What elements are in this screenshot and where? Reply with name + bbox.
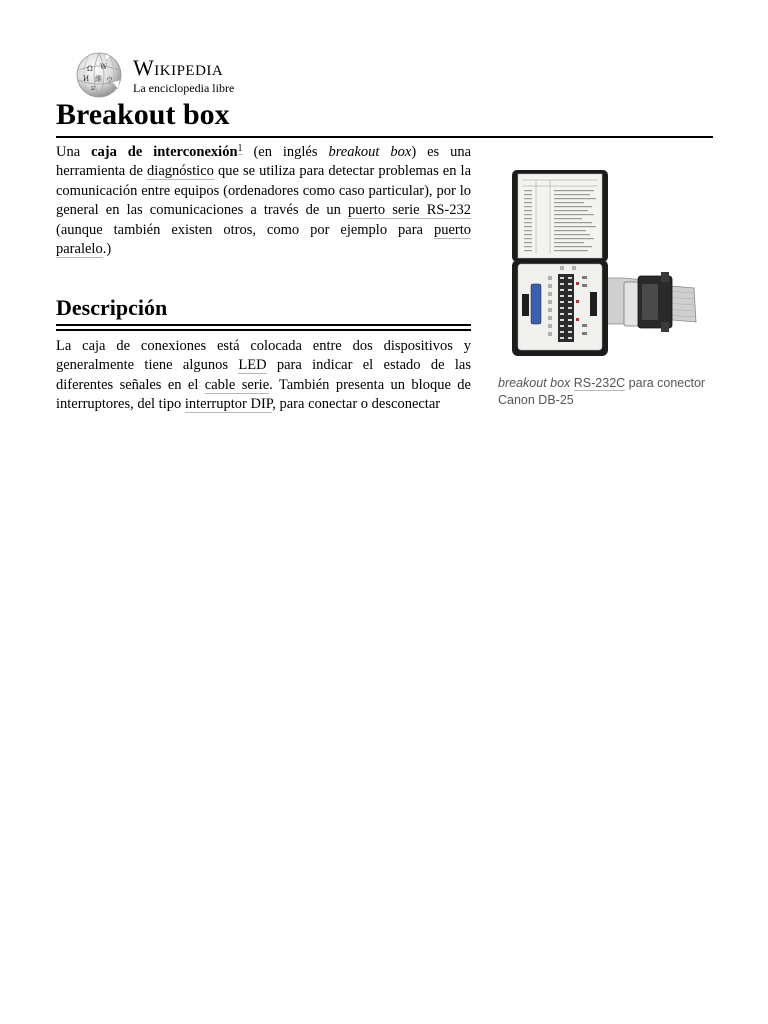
link-diagnostico[interactable]: diagnóstico xyxy=(147,163,214,180)
italic-term: breakout box xyxy=(328,144,412,160)
link-cable-serie[interactable]: cable serie xyxy=(204,376,270,393)
link-interruptor-dip[interactable]: interruptor DIP xyxy=(184,396,273,413)
figure-caption xyxy=(498,375,712,409)
svg-text:Ω: Ω xyxy=(87,65,93,73)
text-run: Una xyxy=(56,144,92,160)
wordmark-name: Wikipedia xyxy=(133,55,224,80)
text-run: para indicar el estado de las diferentes señales en el xyxy=(56,357,471,393)
reference-link[interactable]: 1 xyxy=(237,143,243,154)
text-run: que se utiliza para detectar problemas en la comunicación entre equipos (ordenadores como caso particular), por lo general en las comunicaciones a través de un xyxy=(56,163,471,219)
caption-text: para conector Canon DB-25 xyxy=(498,376,706,407)
text-run: . También presenta un bloque de interruptores, del tipo xyxy=(56,376,471,413)
link-puerto-serie[interactable]: puerto serie RS-232 xyxy=(348,202,472,219)
intro-paragraph xyxy=(56,143,471,259)
caption-italic: breakout box xyxy=(498,376,571,390)
wikipedia-logo[interactable] xyxy=(74,52,234,98)
link-rs-232c[interactable]: RS-232C xyxy=(573,376,626,390)
svg-text:И: И xyxy=(83,75,90,83)
svg-text:ע: ע xyxy=(91,84,95,92)
page-title: Breakout box xyxy=(56,94,713,138)
svg-text:維: 維 xyxy=(95,75,102,83)
text-run: (en inglés xyxy=(242,144,329,160)
text-run: La caja de conexiones está colocada entre dos dispositivos y generalmente tiene algunos xyxy=(56,338,471,374)
figure-breakout-box xyxy=(498,160,712,409)
wordmark xyxy=(133,57,234,95)
text-run: , para conectar o desconectar xyxy=(272,396,441,413)
breakout-box-image[interactable] xyxy=(498,160,712,365)
wikipedia-globe-icon xyxy=(74,52,124,98)
bold-term: caja de interconexión xyxy=(91,144,238,160)
wordmark-tagline: La enciclopedia libre xyxy=(133,81,235,95)
link-puerto-paralelo[interactable]: puerto paralelo xyxy=(56,221,471,258)
link-led[interactable]: LED xyxy=(238,357,267,374)
text-run: (aunque también existen otros, como por ejemplo para xyxy=(56,221,434,238)
description-paragraph xyxy=(56,337,471,415)
svg-text:ウ: ウ xyxy=(106,76,113,84)
text-run: ) es una herramienta de xyxy=(56,144,471,180)
text-run: .) xyxy=(102,241,112,258)
intro-section xyxy=(56,143,471,259)
section-heading-descripcion: Descripción xyxy=(56,293,471,326)
description-section xyxy=(56,337,471,415)
svg-text:W: W xyxy=(100,63,108,71)
